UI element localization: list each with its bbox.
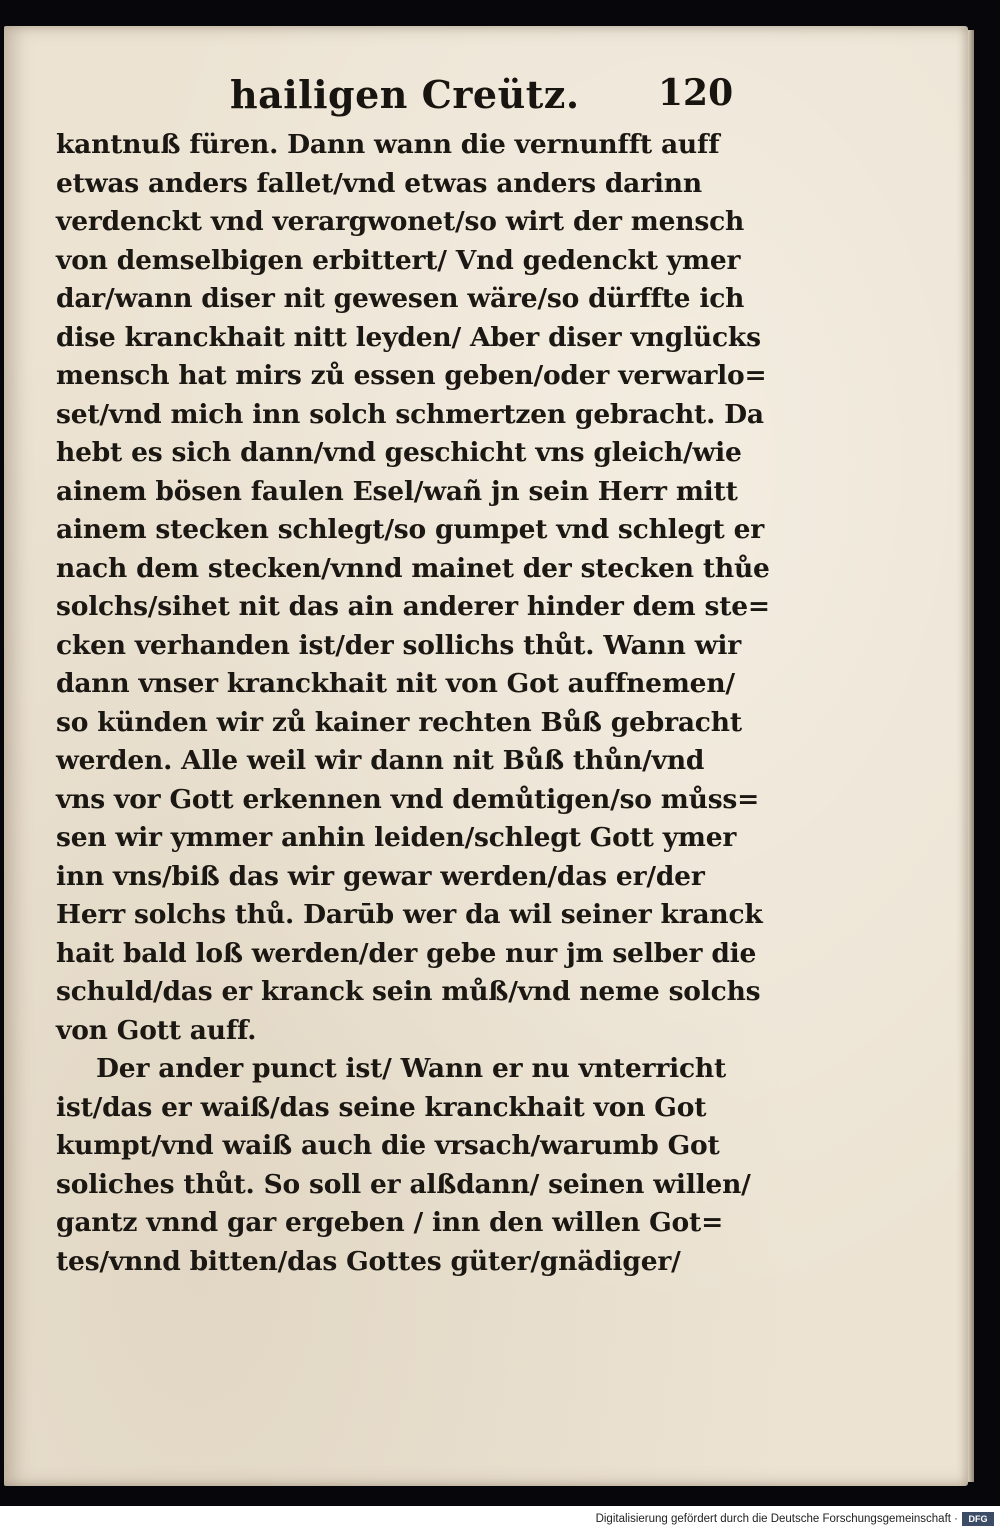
text-line: hebt es sich dann/vnd geschicht vns gleich/wie	[56, 437, 742, 468]
text-line: schuld/das er kranck sein můß/vnd neme solchs	[56, 976, 761, 1007]
text-line: vns vor Gott erkennen vnd demůtigen/so můss=	[56, 783, 760, 815]
text-line: von demselbigen erbittert/ Vnd gedenckt ymer	[56, 244, 741, 276]
text-line: cken verhanden ist/der sollichs thůt. Wann wir	[56, 629, 741, 661]
body-text	[56, 126, 776, 1281]
digitization-footer	[0, 1506, 1000, 1531]
page-number: 120	[658, 72, 734, 114]
text-line: soliches thůt. So soll er alßdann/ seinen willen/	[56, 1168, 751, 1200]
text-line: inn vns/biß das wir gewar werden/das er/der	[56, 860, 705, 892]
text-line: etwas anders fallet/vnd etwas anders darinn	[56, 167, 702, 199]
text-line: set/vnd mich inn solch schmertzen gebracht. Da	[56, 398, 764, 430]
text-line: verdenckt vnd verargwonet/so wirt der mensch	[56, 206, 745, 237]
paragraph-start-line: Der ander punct ist/ Wann er nu vnterricht	[96, 1053, 727, 1084]
text-line: nach dem stecken/vnnd mainet der stecken thůe	[56, 552, 770, 584]
text-line: ainem bösen faulen Esel/wañ jn sein Herr mitt	[56, 475, 738, 507]
text-line: sen wir ymmer anhin leiden/schlegt Gott ymer	[56, 822, 737, 853]
text-line: solchs/sihet nit das ain anderer hinder dem ste=	[56, 591, 770, 622]
funding-credit: Digitalisierung gefördert durch die Deutsche Forschungsgemeinschaft ·	[595, 1513, 958, 1525]
text-line: dar/wann diser nit gewesen wäre/so dürffte ich	[56, 283, 745, 314]
text-line: dise kranckhait nitt leyden/ Aber diser vnglücks	[56, 321, 761, 353]
text-line: Herr solchs thů. Darūb wer da wil seiner kranck	[56, 899, 763, 930]
text-line: hait bald loß werden/der gebe nur jm selber die	[56, 937, 757, 969]
page-edge	[968, 30, 974, 1482]
text-line: dann vnser kranckhait nit von Got auffnemen/	[56, 668, 735, 699]
text-line: werden. Alle weil wir dann nit Bůß thůn/vnd	[56, 745, 705, 776]
text-line: kumpt/vnd waiß auch die vrsach/warumb Got	[56, 1130, 720, 1161]
dfg-logo: DFG	[962, 1512, 994, 1526]
text-line: von Gott auff.	[56, 1014, 257, 1046]
text-line: so künden wir zů kainer rechten Bůß gebracht	[56, 706, 742, 738]
text-line: mensch hat mirs zů essen geben/oder verwarlo=	[56, 360, 767, 391]
page-header	[230, 72, 750, 132]
running-title: hailigen Creütz.	[230, 72, 580, 117]
text-line: ist/das er waiß/das seine kranckhait von Got	[56, 1091, 707, 1123]
text-line: kantnuß füren. Dann wann die vernunfft auff	[56, 129, 720, 160]
text-line: gantz vnnd gar ergeben / inn den willen Got=	[56, 1207, 724, 1238]
text-line: ainem stecken schlegt/so gumpet vnd schlegt er	[56, 514, 764, 545]
text-line: tes/vnnd bitten/das Gottes güter/gnädiger/	[56, 1245, 681, 1277]
